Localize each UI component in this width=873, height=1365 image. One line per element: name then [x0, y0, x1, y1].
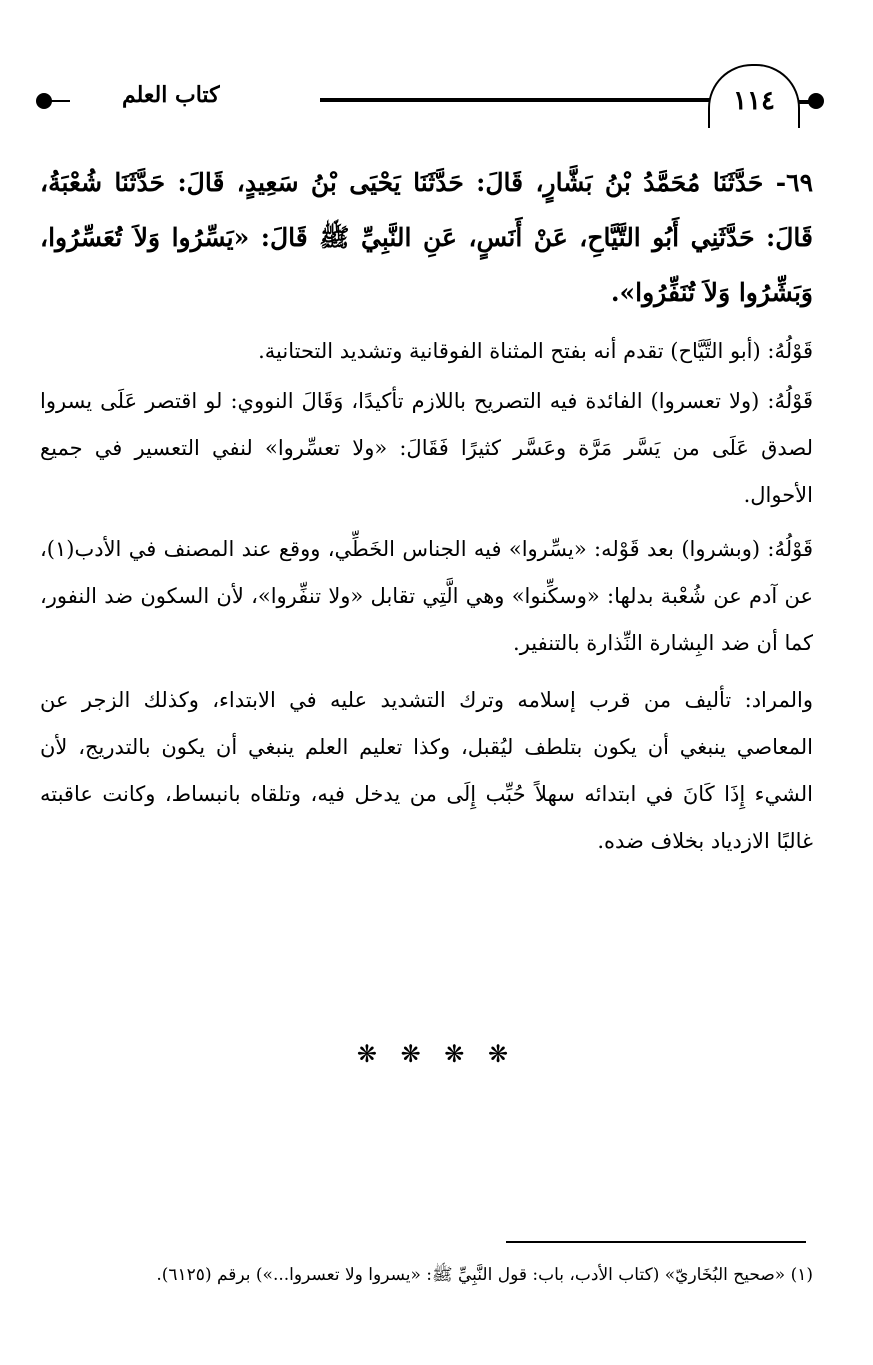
- footnote-rule: [506, 1241, 806, 1243]
- commentary-paragraph: والمراد: تأليف من قرب إسلامه وترك التشديد عليه في الابتداء، وكذلك الزجر عن المعاصي ينبغي أن يكون بتلطف ليُقبل، وكذا تعليم العلم ينبغي أن يكون بالتدريج، لأن الشيء إِذَا كَانَ في ابتدائه سهلاً حُبِّب إِلَى من يدخل فيه، وتلقاه بانبساط، وكانت عاقبته غالبًا الازدياد بخلاف ضده.: [40, 688, 813, 853]
- header-right-dot: [808, 93, 824, 109]
- header-left-rule: [48, 100, 70, 102]
- hadith-text: ٦٩- حَدَّثَنَا مُحَمَّدُ بْنُ بَشَّارٍ، قَالَ: حَدَّثَنَا يَحْيَى بْنُ سَعِيدٍ، قَالَ: حَدَّثَنَا شُعْبَةُ، قَالَ: حَدَّثَنِي أَبُو التَّيَّاحِ، عَنْ أَنَسٍ، عَنِ النَّبِيِّ ﷺ قَالَ: «يَسِّرُوا وَلاَ تُعَسِّرُوا، وَبَشِّرُوا وَلاَ تُنَفِّرُوا».: [40, 168, 813, 307]
- book-title: كتاب العلم: [122, 82, 220, 108]
- commentary-paragraph: قَوْلُهُ: (وبشروا) بعد قَوْله: «يسِّروا» فيه الجناس الخَطِّي، ووقع عند المصنف في الأدب(١)، عن آدم عن شُعْبة بدلها: «وسكِّنوا» وهي الَّتِي تقابل «ولا تنفِّروا»، لأن السكون ضد النفور، كما أن ضد البِشارة النِّذارة بالتنفير.: [40, 537, 813, 655]
- commentary-paragraph: قَوْلُهُ: (ولا تعسروا) الفائدة فيه التصريح باللازم تأكيدًا، وَقَالَ النووي: لو اقتصر عَلَى يسروا لصدق عَلَى من يَسَّر مَرَّة وعَسَّر كثيرًا فَقَالَ: «ولا تعسِّروا» لنفي التعسير في جميع الأحوال.: [40, 389, 813, 507]
- page-number: ١١٤: [708, 64, 800, 128]
- commentary-paragraph: قَوْلُهُ: (أبو التَّيَّاح) تقدم أنه بفتح المثناة الفوقانية وتشديد التحتانية.: [258, 339, 813, 363]
- header-rule: [320, 98, 710, 102]
- section-separator: ❋ ❋ ❋ ❋: [356, 1040, 517, 1068]
- footnote: (١) «صحيح البُخَاريّ» (كتاب الأدب، باب: قول النَّبِيِّ ﷺ: «يسروا ولا تعسروا...») برقم (٦١٢٥).: [156, 1265, 813, 1285]
- page-header: [36, 60, 826, 140]
